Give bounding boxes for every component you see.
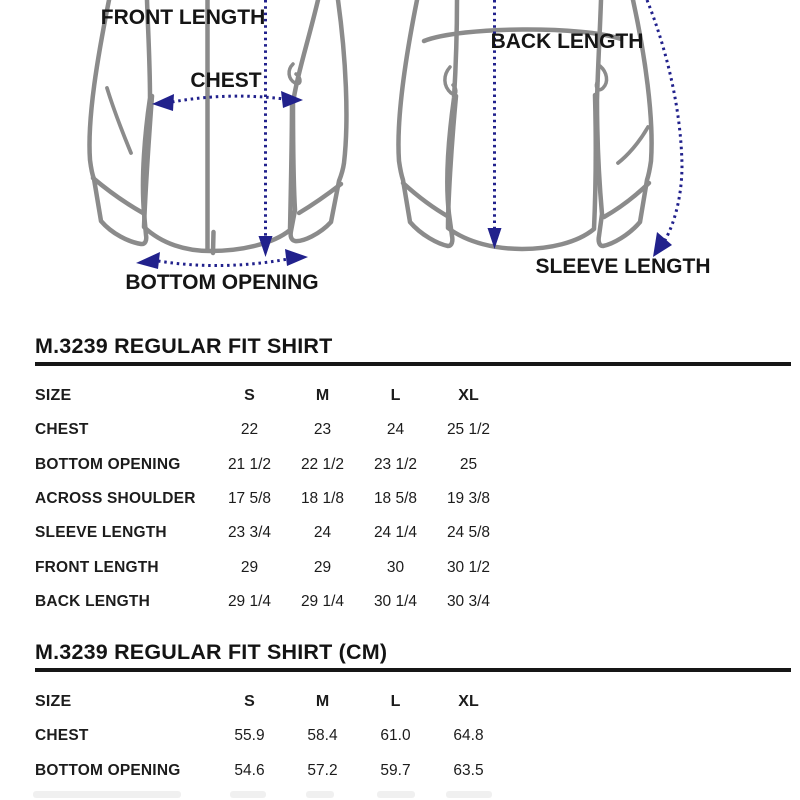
size-value: 24 <box>313 524 332 542</box>
size-value: 25 1/2 <box>446 421 491 439</box>
size-value: 23 1/2 <box>373 455 418 473</box>
column-header: L <box>390 387 401 405</box>
bottom-opening-arrow <box>158 259 288 266</box>
size-value: 24 5/8 <box>446 524 491 542</box>
table-row <box>35 482 505 516</box>
size-value: 30 <box>386 558 405 576</box>
cutoff-smudge <box>33 791 181 798</box>
row-label: BOTTOM OPENING <box>35 761 181 779</box>
size-value: 29 1/4 <box>227 592 272 610</box>
size-table <box>35 685 505 788</box>
table-row <box>35 754 505 788</box>
size-value: 21 1/2 <box>227 455 272 473</box>
column-header: S <box>244 693 255 711</box>
size-table-section-inches <box>35 334 791 619</box>
table-title: M.3239 REGULAR FIT SHIRT (CM) <box>35 640 388 664</box>
chest-arrow <box>172 96 284 102</box>
size-value: 29 <box>240 558 259 576</box>
size-label: SIZE <box>35 387 72 405</box>
size-value: 30 3/4 <box>446 592 491 610</box>
size-value: 19 3/8 <box>446 490 491 508</box>
row-label: SLEEVE LENGTH <box>35 524 167 542</box>
front-placket-bottom <box>213 232 214 253</box>
cutoff-smudge <box>377 791 415 798</box>
column-header: L <box>390 693 401 711</box>
size-header-row <box>35 685 505 719</box>
title-rule <box>35 668 791 672</box>
size-value: 63.5 <box>453 761 484 779</box>
back-length-label: BACK LENGTH <box>490 30 644 53</box>
front-length-label: FRONT LENGTH <box>100 6 266 29</box>
table-row <box>35 719 505 753</box>
chest-label: CHEST <box>190 69 262 92</box>
size-value: 18 1/8 <box>300 490 345 508</box>
size-header-row <box>35 379 505 413</box>
cutoff-smudge <box>446 791 492 798</box>
back-body <box>448 95 596 249</box>
column-header: M <box>315 387 330 405</box>
size-value: 22 <box>240 421 259 439</box>
sleeve-length-arrowhead <box>653 232 672 257</box>
row-label: BACK LENGTH <box>35 592 150 610</box>
table-row <box>35 550 505 584</box>
row-label: ACROSS SHOULDER <box>35 490 196 508</box>
column-header: XL <box>458 387 479 405</box>
column-header: XL <box>458 693 479 711</box>
size-value: 18 5/8 <box>373 490 418 508</box>
size-value: 22 1/2 <box>300 455 345 473</box>
cutoff-smudge <box>230 791 266 798</box>
row-label: FRONT LENGTH <box>35 558 159 576</box>
size-value: 24 <box>386 421 405 439</box>
size-value: 25 <box>459 455 478 473</box>
row-label: CHEST <box>35 727 89 745</box>
table-title: M.3239 REGULAR FIT SHIRT <box>35 334 333 358</box>
table-row <box>35 516 505 550</box>
front-shirt-outline <box>89 0 346 253</box>
size-value: 64.8 <box>453 727 484 745</box>
front-right-sleeve <box>291 0 347 241</box>
size-value: 55.9 <box>234 727 265 745</box>
bottom-opening-arrowhead-left <box>136 252 160 269</box>
bottom-opening-label: BOTTOM OPENING <box>125 271 319 294</box>
bottom-opening-arrowhead-right <box>285 249 308 266</box>
size-value: 29 1/4 <box>300 592 345 610</box>
sleeve-length-label: SLEEVE LENGTH <box>535 255 711 278</box>
size-table-section-cm <box>35 640 791 788</box>
table-row <box>35 585 505 619</box>
size-value: 17 5/8 <box>227 490 272 508</box>
size-table <box>35 379 505 619</box>
size-value: 29 <box>313 558 332 576</box>
back-sleeve-fold-line <box>618 127 648 163</box>
size-value: 59.7 <box>380 761 411 779</box>
cutoff-smudge <box>306 791 334 798</box>
front-body <box>144 96 292 251</box>
title-rule <box>35 362 791 366</box>
column-header: M <box>315 693 330 711</box>
column-header: S <box>244 387 255 405</box>
size-value: 23 3/4 <box>227 524 272 542</box>
size-value: 24 1/4 <box>373 524 418 542</box>
size-label: SIZE <box>35 693 72 711</box>
size-value: 61.0 <box>380 727 411 745</box>
size-value: 30 1/2 <box>446 558 491 576</box>
table-row <box>35 448 505 482</box>
size-value: 58.4 <box>307 727 338 745</box>
shirt-measurement-diagram <box>0 0 800 322</box>
size-value: 54.6 <box>234 761 265 779</box>
row-label: CHEST <box>35 421 89 439</box>
size-value: 57.2 <box>307 761 338 779</box>
size-value: 23 <box>313 421 332 439</box>
row-label: BOTTOM OPENING <box>35 455 181 473</box>
table-row <box>35 413 505 447</box>
size-value: 30 1/4 <box>373 592 418 610</box>
chest-arrowhead-left <box>152 94 174 111</box>
front-sleeve-fold-line <box>107 88 131 153</box>
cutoff-row-hint <box>0 791 800 800</box>
